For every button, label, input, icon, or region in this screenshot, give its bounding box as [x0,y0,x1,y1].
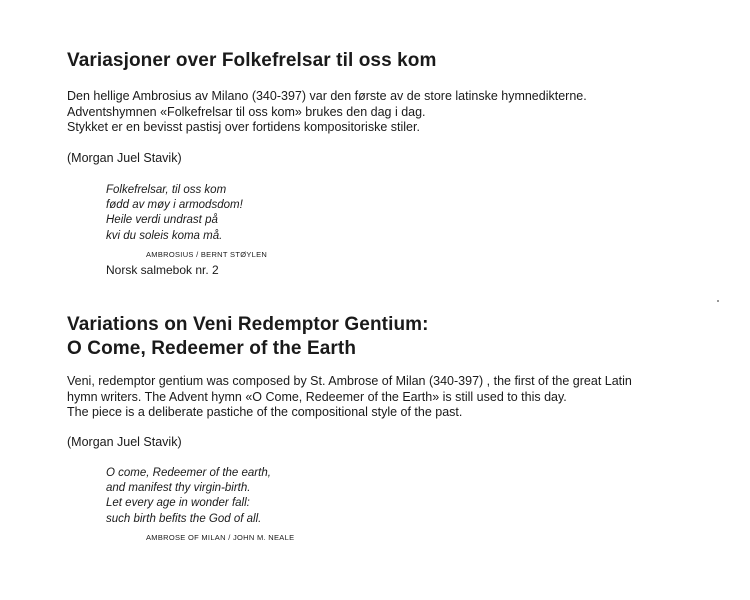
english-title [67,313,429,361]
english-title-line: O Come, Redeemer of the Earth [67,338,357,359]
norwegian-intro-line: Adventshymnen «Folkefrelsar til oss kom» brukes den dag i dag. [67,104,426,119]
norwegian-intro [67,89,587,136]
english-intro-line: hymn writers. The Advent hymn «O Come, Redeemer of the Earth» is still used to this day. [67,389,567,404]
norwegian-verse-line: Folkefrelsar, til oss kom [106,184,227,196]
english-verse-line: Let every age in wonder fall: [106,497,250,510]
norwegian-verse [106,183,243,244]
english-credit-text: (Morgan Juel Stavik) [67,435,182,449]
norwegian-verse-attribution: AMBROSIUS / BERNT STØYLEN [146,250,268,259]
english-title-line: Variations on Veni Redemptor Gentium: [67,314,429,335]
hymnal-reference: Norsk salmebok nr. 2 [106,263,219,277]
norwegian-intro-line: Stykket er en bevisst pastisj over fortidens kompositoriske stiler. [67,120,420,134]
english-intro-line: Veni, redemptor gentium was composed by St. Ambrose of Milan (340-397) , the first of the great Latin [67,374,632,388]
norwegian-credit [67,151,182,167]
scan-speck [717,300,719,302]
norwegian-credit-text: (Morgan Juel Stavik) [67,151,182,165]
english-verse-line: and manifest thy virgin-birth. [106,482,251,495]
english-intro-line: The piece is a deliberate pastiche of the compositional style of the past. [67,405,463,419]
norwegian-verse-line: kvi du soleis koma må. [106,229,223,242]
english-intro [67,374,632,421]
norwegian-intro-line: Den hellige Ambrosius av Milano (340-397) var den første av de store latinske hymnedikterne. [67,89,587,103]
english-verse [106,466,271,527]
norwegian-title: Variasjoner over Folkefrelsar til oss kom [67,50,437,71]
norwegian-verse-line: Heile verdi undrast på [106,214,218,227]
english-verse-line: O come, Redeemer of the earth, [106,467,271,479]
norwegian-verse-line: fødd av møy i armodsdom! [106,199,243,212]
english-credit [67,435,182,451]
english-verse-line: such birth befits the God of all. [106,512,262,525]
english-verse-attribution: AMBROSE OF MILAN / JOHN M. NEALE [146,533,295,542]
